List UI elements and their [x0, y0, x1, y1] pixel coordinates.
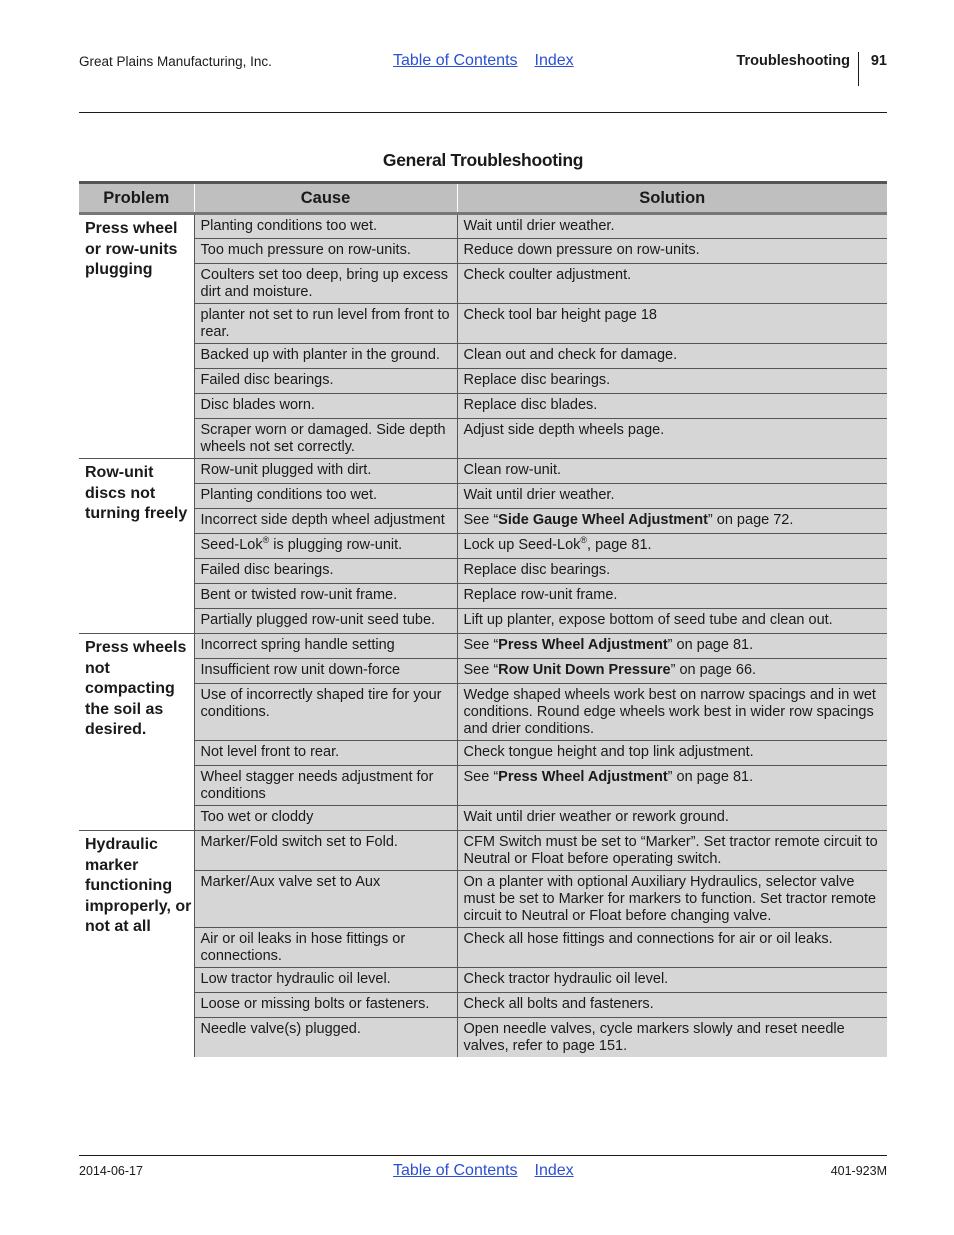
- table-row: [79, 993, 887, 1018]
- sol-reference: Press Wheel Adjustment: [498, 637, 668, 653]
- solution-cell: Wait until drier weather or rework ground.: [457, 806, 887, 831]
- sol-text: Lock up Seed-Lok: [463, 537, 581, 553]
- cause-cell: [194, 534, 457, 559]
- footer-index-link[interactable]: Index: [534, 1162, 574, 1179]
- solution-cell: Check tractor hydraulic oil level.: [457, 968, 887, 993]
- table-row: [79, 419, 887, 459]
- sol-text: ” on page 81.: [667, 637, 754, 653]
- table-of-contents-link[interactable]: Table of Contents: [393, 52, 518, 69]
- solution-cell: [457, 509, 887, 534]
- cause-cell: Coulters set too deep, bring up excess dirt and moisture.: [194, 264, 457, 304]
- cause-cell: Incorrect side depth wheel adjustment: [194, 509, 457, 534]
- table-row: [79, 394, 887, 419]
- cause-cell: Insufficient row unit down-force: [194, 659, 457, 684]
- header-divider: [858, 52, 859, 86]
- cause-cell: Too much pressure on row-units.: [194, 239, 457, 264]
- sol-reference: Press Wheel Adjustment: [498, 769, 668, 785]
- table-row: [79, 484, 887, 509]
- troubleshooting-table: [79, 181, 887, 1057]
- solution-cell: Replace row-unit frame.: [457, 584, 887, 609]
- registered-mark: ®: [580, 535, 588, 545]
- solution-cell: Wedge shaped wheels work best on narrow spacings and in wet conditions. Round edge wheels work best in wider row spacings and drier conditions.: [457, 684, 887, 741]
- solution-cell: Replace disc blades.: [457, 394, 887, 419]
- solution-cell: Clean row-unit.: [457, 459, 887, 484]
- table-row: [79, 534, 887, 559]
- cause-cell: Disc blades worn.: [194, 394, 457, 419]
- sol-text: ” on page 72.: [707, 512, 794, 528]
- problem-cell: Press wheels not compacting the soil as desired.: [79, 634, 194, 831]
- solution-cell: Clean out and check for damage.: [457, 344, 887, 369]
- solution-cell: Lift up planter, expose bottom of seed tube and clean out.: [457, 609, 887, 634]
- table-header-row: [79, 183, 887, 214]
- cause-cell: Marker/Fold switch set to Fold.: [194, 831, 457, 871]
- cause-cell: Bent or twisted row-unit frame.: [194, 584, 457, 609]
- solution-cell: Check all hose fittings and connections for air or oil leaks.: [457, 928, 887, 968]
- table-row: [79, 741, 887, 766]
- cause-cell: planter not set to run level from front to rear.: [194, 304, 457, 344]
- solution-cell: Replace disc bearings.: [457, 369, 887, 394]
- cause-cell: Backed up with planter in the ground.: [194, 344, 457, 369]
- cause-cell: Loose or missing bolts or fasteners.: [194, 993, 457, 1018]
- solution-cell: Check all bolts and fasteners.: [457, 993, 887, 1018]
- table-row: [79, 928, 887, 968]
- cause-cell: Failed disc bearings.: [194, 369, 457, 394]
- table-row: [79, 684, 887, 741]
- solution-cell: Wait until drier weather.: [457, 214, 887, 239]
- footer-rule: [79, 1155, 887, 1156]
- table-row: [79, 659, 887, 684]
- table-row: [79, 634, 887, 659]
- column-header-solution: Solution: [457, 183, 887, 214]
- problem-cell: Row-unit discs not turning freely: [79, 459, 194, 634]
- registered-mark: ®: [262, 535, 270, 545]
- sol-text: See “: [463, 512, 499, 528]
- table-row: [79, 559, 887, 584]
- solution-cell: Check tool bar height page 18: [457, 304, 887, 344]
- header-rule: [79, 112, 887, 113]
- solution-cell: [457, 659, 887, 684]
- table-body: [79, 214, 887, 1058]
- table-row: [79, 304, 887, 344]
- solution-cell: [457, 534, 887, 559]
- table-row: [79, 264, 887, 304]
- footer-table-of-contents-link[interactable]: Table of Contents: [393, 1162, 518, 1179]
- cause-cell: Not level front to rear.: [194, 741, 457, 766]
- index-link[interactable]: Index: [534, 52, 574, 69]
- sol-text: See “: [463, 637, 499, 653]
- solution-cell: Check tongue height and top link adjustment.: [457, 741, 887, 766]
- solution-cell: CFM Switch must be set to “Marker”. Set tractor remote circuit to Neutral or Float before operating switch.: [457, 831, 887, 871]
- cause-cell: Use of incorrectly shaped tire for your conditions.: [194, 684, 457, 741]
- cause-cell: Too wet or cloddy: [194, 806, 457, 831]
- footer-date: 2014-06-17: [79, 1164, 143, 1178]
- column-header-cause: Cause: [194, 183, 457, 214]
- sol-text: ” on page 81.: [667, 769, 754, 785]
- cause-cell: Low tractor hydraulic oil level.: [194, 968, 457, 993]
- solution-cell: On a planter with optional Auxiliary Hydraulics, selector valve must be set to Marker for markers to function. Set tractor remote circuit to Neutral or Float before changing valve.: [457, 871, 887, 928]
- table-row: [79, 509, 887, 534]
- table-row: [79, 609, 887, 634]
- table-row: [79, 831, 887, 871]
- table-row: [79, 766, 887, 806]
- cause-text: is plugging row-unit.: [269, 537, 403, 553]
- table-row: [79, 806, 887, 831]
- solution-cell: [457, 766, 887, 806]
- sol-text: See “: [463, 662, 499, 678]
- cause-cell: Row-unit plugged with dirt.: [194, 459, 457, 484]
- company-name: Great Plains Manufacturing, Inc.: [79, 54, 272, 69]
- table-row: [79, 239, 887, 264]
- cause-cell: Marker/Aux valve set to Aux: [194, 871, 457, 928]
- sol-text: , page 81.: [587, 537, 652, 553]
- cause-text: Seed-Lok: [200, 537, 263, 553]
- solution-cell: Replace disc bearings.: [457, 559, 887, 584]
- table-row: [79, 459, 887, 484]
- solution-cell: Reduce down pressure on row-units.: [457, 239, 887, 264]
- table-row: [79, 344, 887, 369]
- cause-cell: Needle valve(s) plugged.: [194, 1018, 457, 1058]
- page-number: 91: [870, 53, 887, 69]
- problem-cell: Press wheel or row-units plugging: [79, 214, 194, 459]
- solution-cell: [457, 634, 887, 659]
- footer-doc-number: 401-923M: [830, 1164, 887, 1178]
- solution-cell: Wait until drier weather.: [457, 484, 887, 509]
- problem-cell: Hydraulic marker functioning improperly, or not at all: [79, 831, 194, 1058]
- solution-cell: Open needle valves, cycle markers slowly and reset needle valves, refer to page 151.: [457, 1018, 887, 1058]
- table-row: [79, 968, 887, 993]
- cause-cell: Failed disc bearings.: [194, 559, 457, 584]
- cause-cell: Planting conditions too wet.: [194, 484, 457, 509]
- cause-cell: Planting conditions too wet.: [194, 214, 457, 239]
- sol-reference: Row Unit Down Pressure: [498, 662, 671, 678]
- table-row: [79, 369, 887, 394]
- cause-cell: Wheel stagger needs adjustment for conditions: [194, 766, 457, 806]
- sol-text: ” on page 66.: [670, 662, 757, 678]
- sol-reference: Side Gauge Wheel Adjustment: [498, 512, 708, 528]
- table-row: [79, 1018, 887, 1058]
- cause-cell: Air or oil leaks in hose fittings or connections.: [194, 928, 457, 968]
- cause-cell: Scraper worn or damaged. Side depth wheels not set correctly.: [194, 419, 457, 459]
- sol-text: See “: [463, 769, 499, 785]
- column-header-problem: Problem: [79, 183, 194, 214]
- table-row: [79, 871, 887, 928]
- cause-cell: Incorrect spring handle setting: [194, 634, 457, 659]
- solution-cell: Adjust side depth wheels page.: [457, 419, 887, 459]
- section-title: Troubleshooting: [736, 53, 850, 69]
- solution-cell: Check coulter adjustment.: [457, 264, 887, 304]
- page-header: [79, 52, 887, 88]
- page-title: General Troubleshooting: [382, 150, 584, 170]
- table-row: [79, 584, 887, 609]
- table-row: [79, 214, 887, 239]
- cause-cell: Partially plugged row-unit seed tube.: [194, 609, 457, 634]
- footer-links: [393, 1162, 574, 1180]
- header-links: [393, 52, 574, 70]
